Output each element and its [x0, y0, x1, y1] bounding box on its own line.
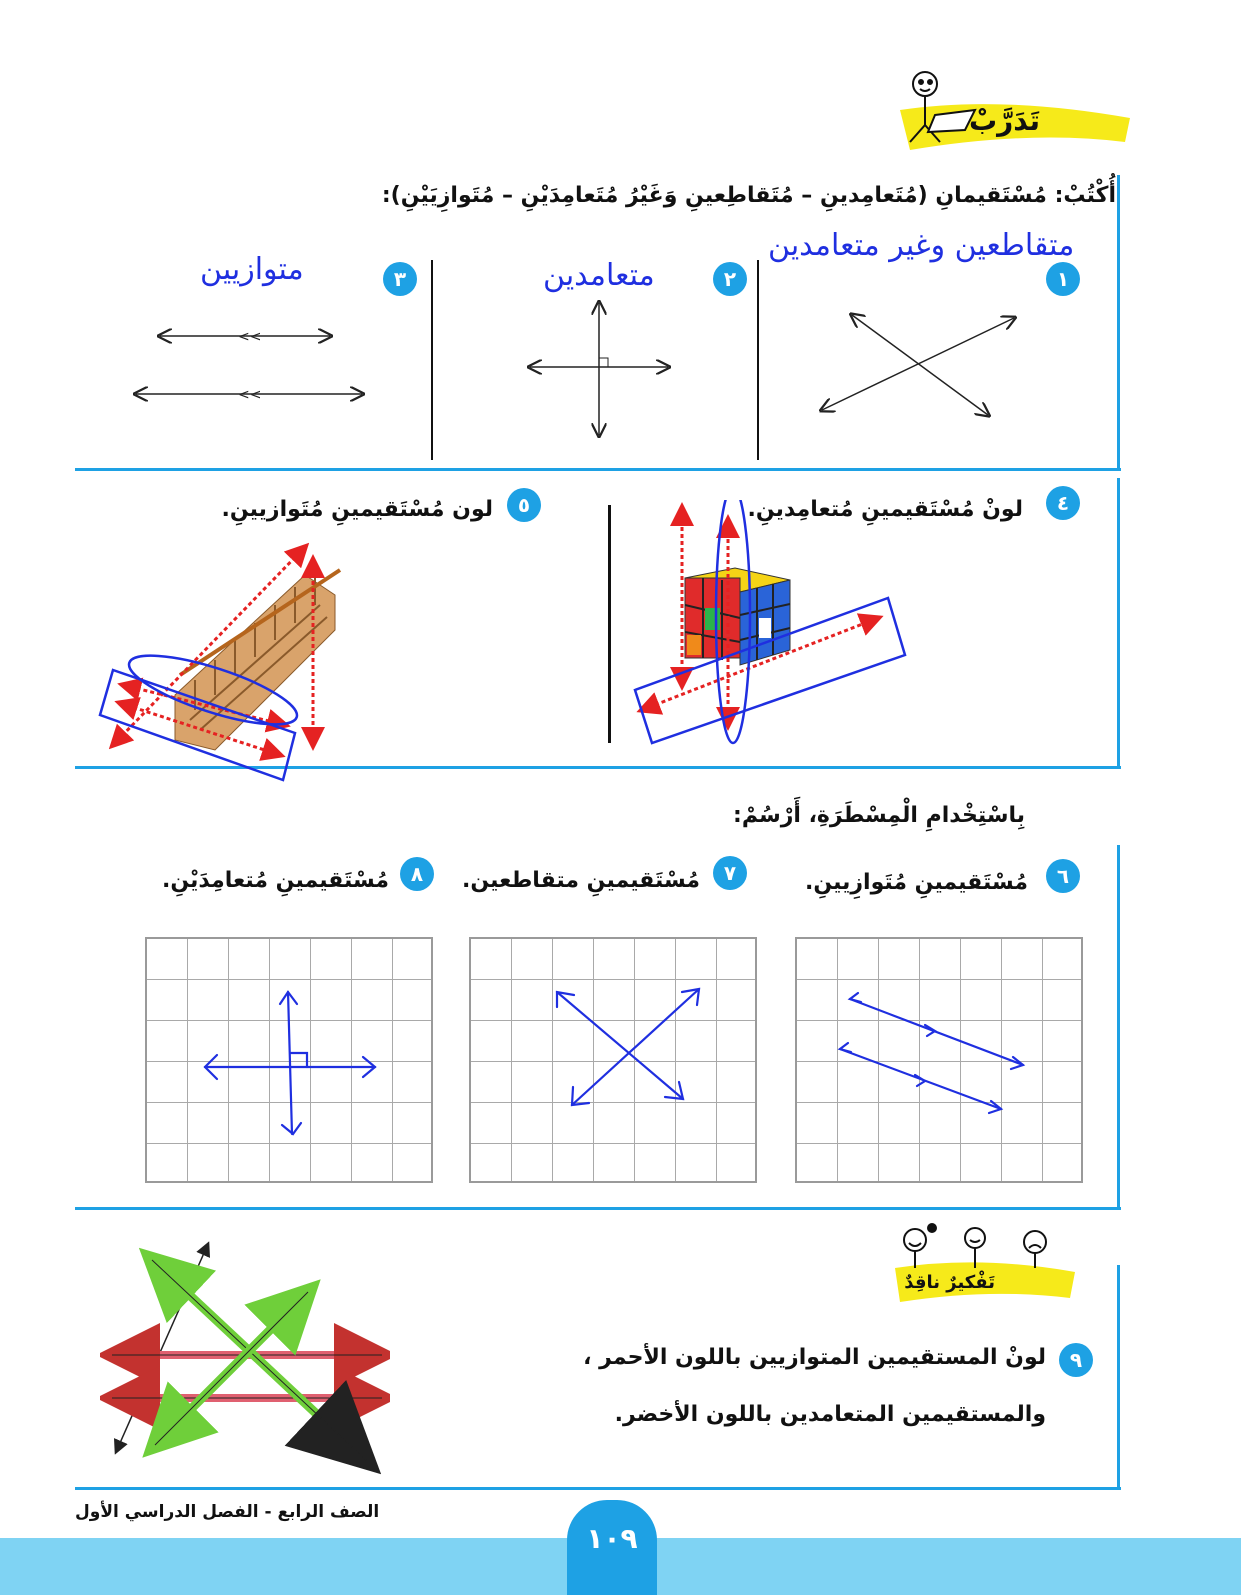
- highlight-stroke: [880, 1220, 1080, 1310]
- staircase-figure: [95, 535, 345, 785]
- page-number: ١٠٩: [586, 1522, 638, 1555]
- perpendicular-drawing: [145, 937, 433, 1183]
- grade-label: الصف الرابع - الفصل الدراسي الأول: [75, 1502, 380, 1522]
- section-border: [1117, 845, 1120, 1210]
- cube-icon: [685, 568, 790, 665]
- column-divider: [757, 260, 759, 460]
- critical-thinking-title: تَفْكيرٌ ناقِدٌ: [904, 1272, 995, 1293]
- section-divider: [75, 1487, 1121, 1490]
- perpendicular-lines-figure: [520, 295, 680, 445]
- svg-text:<<: <<: [238, 387, 262, 403]
- item-9-line2: والمستقيمين المتعامدين باللون الأخضر.: [614, 1402, 1046, 1427]
- intersecting-lines-figure: [800, 300, 1030, 430]
- section-border: [1117, 175, 1120, 470]
- item-number-8: ٨: [400, 857, 434, 891]
- section-border: [1117, 1265, 1120, 1490]
- item-number-4: ٤: [1046, 486, 1080, 520]
- section-border: [1117, 478, 1120, 769]
- practice-badge: [880, 70, 1140, 160]
- rubik-cube-figure: [630, 500, 920, 770]
- answer-1: متقاطعين وغير متعامدين: [768, 228, 1075, 263]
- item-8-text: مُسْتَقيمينِ مُتعامِدَيْنِ.: [161, 868, 389, 893]
- item-9-line1: لونْ المستقيمين المتوازيين باللون الأحمر ،: [583, 1345, 1046, 1370]
- thinking-faces-icon: [904, 1224, 1046, 1268]
- section-divider: [75, 468, 1121, 471]
- item-number-9: ٩: [1059, 1343, 1093, 1377]
- item-4-text: لونْ مُسْتَقيمينِ مُتعامِدينِ.: [747, 497, 1023, 522]
- instruction-draw: بِاسْتِخْدامِ الْمِسْطَرَةِ، أَرْسُمْ:: [733, 803, 1025, 828]
- answer-3: متوازيين: [200, 252, 304, 287]
- parallel-lines-figure: [130, 320, 370, 410]
- intersecting-drawing: [469, 937, 757, 1183]
- item-5-text: لون مُسْتَقيمينِ مُتَوازيينِ.: [221, 497, 493, 522]
- lines-coloring-figure: [100, 1240, 390, 1480]
- item-number-7: ٧: [713, 856, 747, 890]
- column-divider: [431, 260, 433, 460]
- column-divider: [608, 505, 611, 743]
- item-number-6: ٦: [1046, 859, 1080, 893]
- item-number-1: ١: [1046, 262, 1080, 296]
- item-number-5: ٥: [507, 488, 541, 522]
- answer-2: متعامدين: [543, 258, 655, 293]
- parallel-drawing: [795, 937, 1083, 1183]
- item-7-text: مُسْتَقيمينِ متقاطعين.: [462, 868, 700, 893]
- practice-title: تَدَرَّبْ: [969, 104, 1040, 137]
- item-number-2: ٢: [713, 262, 747, 296]
- svg-text:<<: <<: [238, 329, 262, 345]
- section-divider: [75, 1207, 1121, 1210]
- instruction-write: أُكْتُبْ: مُسْتَقيمانِ (مُتَعامِدينِ – مُتَقاطِعينِ وَغَيْرُ مُتَعامِدَيْنِ – مُتَوازِيَيْنِ):: [381, 183, 1116, 208]
- item-6-text: مُسْتَقيمينِ مُتَوازِيينِ.: [805, 870, 1028, 895]
- critical-thinking-badge: [880, 1220, 1080, 1310]
- item-number-3: ٣: [383, 262, 417, 296]
